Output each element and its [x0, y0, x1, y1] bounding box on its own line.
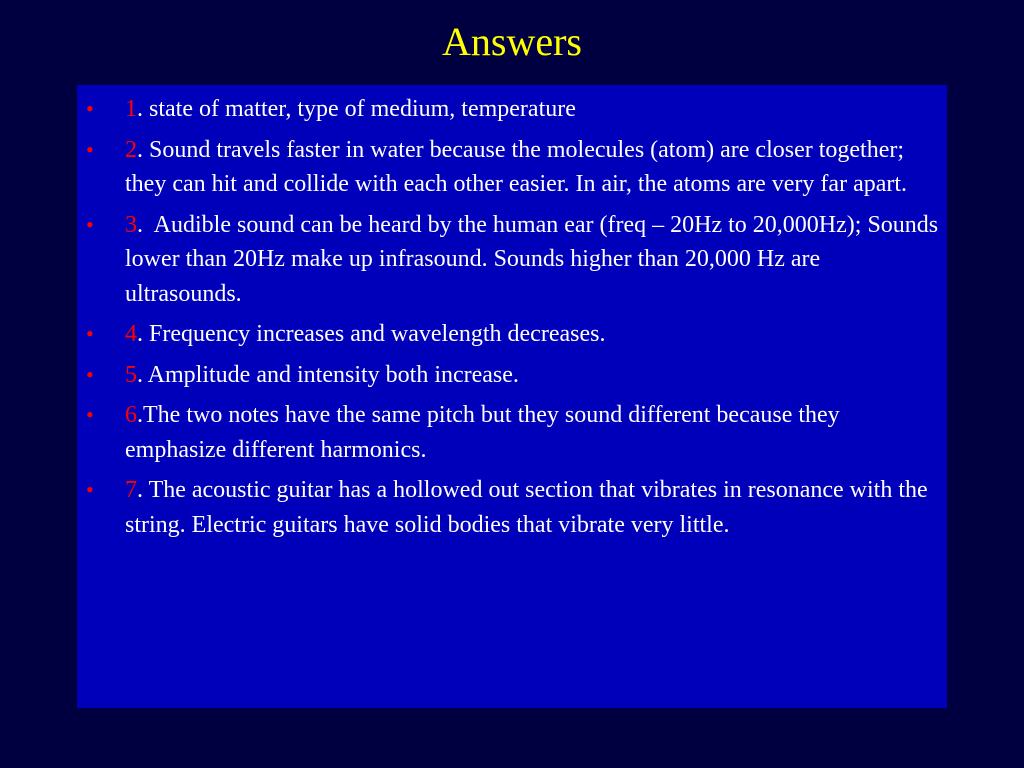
slide-title: Answers: [442, 19, 582, 64]
answer-text: . The acoustic guitar has a hollowed out section that vibrates in resonance with the string. Electric guitars have solid bodies that vibrate very little.: [125, 477, 934, 538]
answer-number: 4: [125, 321, 137, 347]
answer-text: . Frequency increases and wavelength decreases.: [137, 321, 606, 347]
answer-list: [77, 92, 947, 548]
answer-number: 2: [125, 136, 137, 163]
answer-item-1: [77, 92, 947, 127]
bullet-icon: •: [86, 211, 94, 237]
answer-item-6: [77, 398, 947, 467]
answer-text: .The two notes have the same pitch but they sound different because they emphasize different harmonics.: [125, 402, 846, 463]
answer-item-7: [77, 473, 947, 542]
answer-item-2: [77, 133, 947, 202]
answer-text: . Audible sound can be heard by the human ear (freq – 20Hz to 20,000Hz); Sounds lower than 20Hz make up infrasound. Sounds higher than 20,000 Hz are ultrasounds.: [125, 211, 945, 307]
answer-number: 7: [125, 477, 137, 503]
answer-number: 1: [125, 96, 137, 122]
bullet-icon: •: [86, 361, 94, 387]
answer-item-5: [77, 358, 947, 393]
bullet-icon: •: [86, 477, 94, 502]
answer-number: 6: [125, 402, 137, 428]
bullet-icon: •: [86, 321, 94, 346]
answer-text: . Sound travels faster in water because the molecules (atom) are closer together; they can hit and collide with each other easier. In air, the atoms are very far apart.: [125, 136, 911, 197]
bullet-icon: •: [86, 402, 94, 427]
bullet-icon: •: [86, 96, 94, 121]
answer-text: . Amplitude and intensity both increase.: [137, 361, 519, 388]
content-box: [77, 85, 947, 708]
bullet-icon: •: [86, 136, 94, 162]
answer-number: 3: [125, 211, 137, 238]
answer-text: . state of matter, type of medium, temperature: [137, 96, 576, 122]
answer-number: 5: [125, 361, 137, 388]
answer-item-4: [77, 317, 947, 352]
answer-item-3: [77, 208, 947, 312]
